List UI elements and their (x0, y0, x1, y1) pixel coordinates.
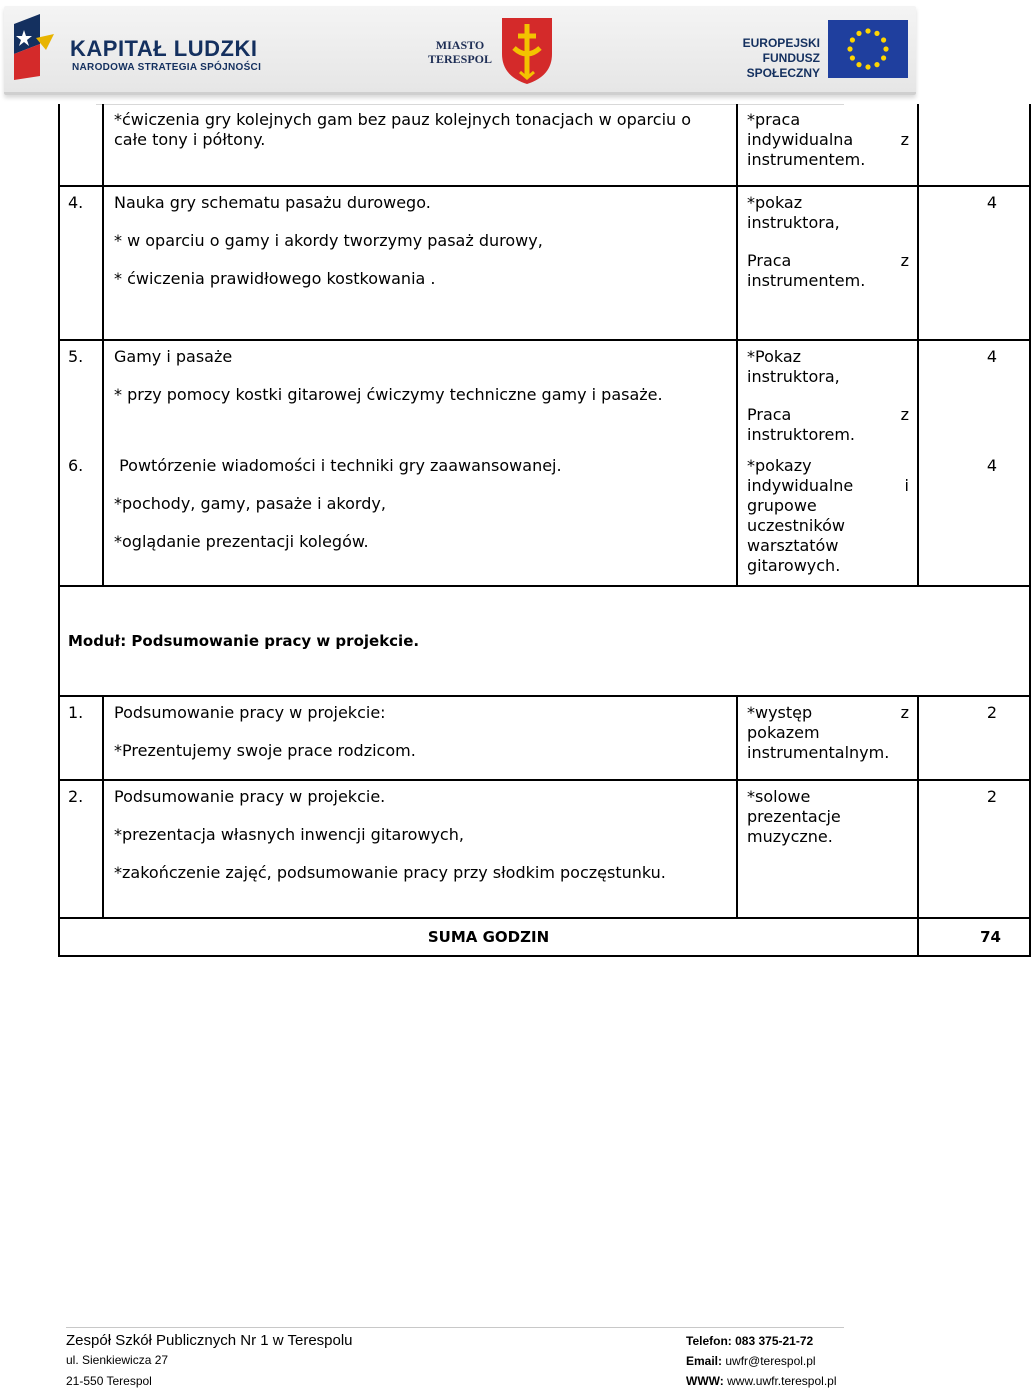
footer-rule (66, 1327, 844, 1328)
table-row (59, 340, 1030, 450)
phone-value: 083 375-21-72 (735, 1334, 814, 1348)
table-row (59, 696, 1030, 780)
row-number (59, 104, 103, 186)
content-line: Podsumowanie pracy w projekcie: (114, 703, 386, 722)
miasto-line: MIASTO (435, 38, 485, 52)
kapital-ludzki-subtitle: NARODOWA STRATEGIA SPÓJNOŚCI (72, 62, 262, 73)
table-row (59, 780, 1030, 918)
row-number: 4. (59, 186, 103, 340)
content-line: *oglądanie prezentacji kolegów. (114, 532, 369, 551)
row-method (737, 186, 918, 340)
method-line: instrumentem. (747, 271, 866, 290)
table-row (59, 450, 1030, 586)
row-hours: 2 (918, 780, 1030, 918)
row-content (103, 780, 737, 918)
eu-flag-icon (828, 20, 908, 78)
row-hours: 4 (918, 450, 1030, 586)
table-row (59, 186, 1030, 340)
page-header (0, 0, 960, 100)
footer-street: ul. Sienkiewicza 27 (66, 1353, 169, 1367)
row-number: 2. (59, 780, 103, 918)
method-gap (747, 387, 909, 405)
method-line: gitarowych. (747, 556, 841, 575)
method-line: indywidualna z (747, 130, 909, 149)
content-line: Nauka gry schematu pasażu durowego. (114, 193, 431, 212)
module-row (59, 586, 1030, 696)
content-line: *zakończenie zajęć, podsumowanie pracy przy słodkim poczęstunku. (114, 863, 666, 882)
efs-line1: EUROPEJSKI (742, 36, 820, 50)
phone-label: Telefon: (686, 1334, 732, 1348)
row-content (103, 340, 737, 450)
miasto-terespol-label (428, 38, 492, 66)
table-row (59, 104, 1030, 186)
footer-email (686, 1354, 816, 1368)
terespol-line: TERESPOL (428, 52, 493, 66)
method-line: *Pokaz (747, 347, 802, 366)
row-hours: 2 (918, 696, 1030, 780)
sum-row (59, 918, 1030, 956)
kapital-ludzki-title: KAPITAŁ LUDZKI (70, 36, 258, 61)
sum-label: SUMA GODZIN (59, 918, 918, 956)
row-content (103, 186, 737, 340)
efs-line2: FUNDUSZ SPOŁECZNY (746, 51, 820, 80)
row-method (737, 780, 918, 918)
sum-value: 74 (918, 918, 1030, 956)
content-line: Gamy i pasaże (114, 347, 233, 366)
row-number: 5. (59, 340, 103, 450)
footer-city: 21-550 Terespol (66, 1374, 152, 1388)
kapital-ludzki-emblem-icon (10, 10, 58, 82)
efs-label (704, 36, 820, 81)
method-line: Praca z (747, 405, 909, 424)
method-line: instruktorem. (747, 425, 855, 444)
method-line: warsztatów (747, 536, 839, 555)
row-method (737, 450, 918, 586)
method-line: *pokaz (747, 193, 803, 212)
content-line: * przy pomocy kostki gitarowej ćwiczymy techniczne gamy i pasaże. (114, 385, 663, 404)
method-line: *solowe (747, 787, 811, 806)
row-number: 1. (59, 696, 103, 780)
row-hours: 4 (918, 186, 1030, 340)
footer-school-name: Zespół Szkół Publicznych Nr 1 w Terespolu (66, 1332, 353, 1349)
www-value[interactable]: www.uwfr.terespol.pl (727, 1374, 837, 1388)
module-title: Moduł: Podsumowanie pracy w projekcie. (59, 586, 1030, 696)
email-label: Email: (686, 1354, 723, 1368)
method-line: uczestników (747, 516, 845, 535)
row-hours (918, 104, 1030, 186)
row-content (103, 696, 737, 780)
row-content (103, 450, 737, 586)
content-line: Powtórzenie wiadomości i techniki gry zaawansowanej. (114, 456, 562, 475)
row-method (737, 340, 918, 450)
curriculum-table (58, 104, 1001, 957)
content-line: *prezentacja własnych inwencji gitarowych, (114, 825, 464, 844)
row-method (737, 696, 918, 780)
row-hours: 4 (918, 340, 1030, 450)
content-line: *pochody, gamy, pasaże i akordy, (114, 494, 386, 513)
method-line: pokazem (747, 723, 820, 742)
method-line: *praca (747, 110, 801, 129)
method-line: muzyczne. (747, 827, 833, 846)
method-line: instruktora, (747, 367, 840, 386)
method-line: instrumentem. (747, 150, 866, 169)
footer-www (686, 1374, 837, 1388)
method-line: instruktora, (747, 213, 840, 232)
content-line: *ćwiczenia gry kolejnych gam bez pauz kolejnych tonacjach w oparciu o całe tony i półtony. (114, 110, 692, 149)
content-line: *Prezentujemy swoje prace rodzicom. (114, 741, 416, 760)
www-label: WWW: (686, 1374, 724, 1388)
method-line: *występ z (747, 703, 909, 722)
method-line: instrumentalnym. (747, 743, 890, 762)
row-method (737, 104, 918, 186)
content-line: * w oparciu o gamy i akordy tworzymy pasaż durowy, (114, 231, 543, 250)
method-gap (747, 233, 909, 251)
terespol-crest-icon (498, 14, 556, 86)
row-content (103, 104, 737, 186)
row-number: 6. (59, 450, 103, 586)
content-line: Podsumowanie pracy w projekcie. (114, 787, 386, 806)
footer-phone (686, 1334, 813, 1348)
method-line: prezentacje (747, 807, 841, 826)
method-line: Praca z (747, 251, 909, 270)
content-line: * ćwiczenia prawidłowego kostkowania . (114, 269, 436, 288)
email-value[interactable]: uwfr@terespol.pl (725, 1354, 816, 1368)
method-line: grupowe (747, 496, 817, 515)
method-line: *pokazy (747, 456, 812, 475)
method-line: indywidualne i (747, 476, 909, 495)
